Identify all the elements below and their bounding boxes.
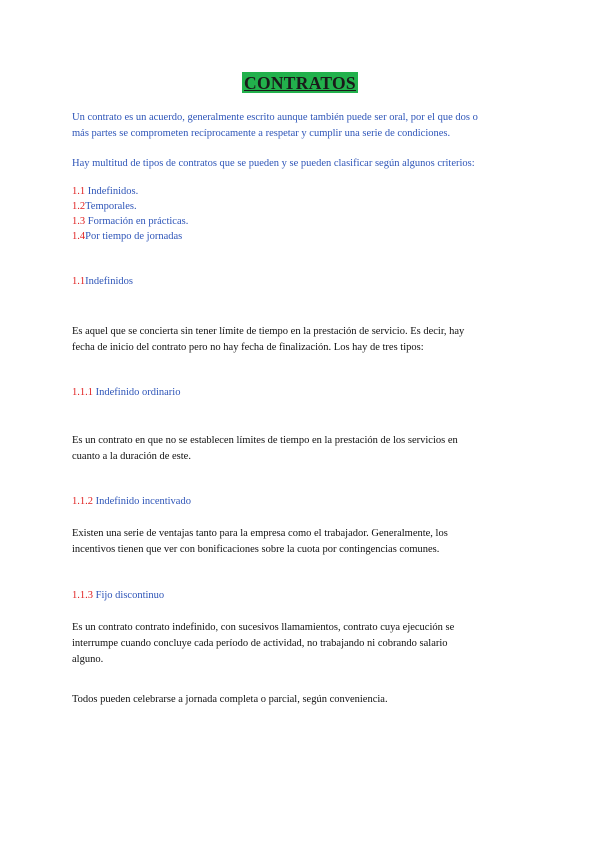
intro-paragraph [72, 110, 532, 142]
list-item-number: 1.1 [72, 186, 86, 197]
section-number: 1.1.2 [72, 496, 93, 507]
list-item-number: 1.2 [72, 201, 86, 212]
list-item-label: Formación en prácticas. [85, 216, 189, 227]
list-item [72, 184, 532, 199]
list-item-label: Indefinidos. [85, 186, 139, 197]
list-item [72, 214, 532, 229]
section-heading-indefinidos [72, 274, 532, 290]
types-intro-text: Hay multitud de tipos de contratos que se pueden y se pueden clasificar según algunos criterios: [72, 158, 475, 169]
document-title: CONTRATOS [244, 73, 356, 93]
list-item-label: Temporales. [85, 201, 137, 212]
intro-line-2: más partes se comprometen recíprocamente a respetar y cumplir una serie de condiciones. [72, 128, 451, 139]
section-body-incentivado [72, 526, 532, 558]
paragraph-line: alguno. [72, 654, 104, 665]
section-body-ordinario [72, 433, 532, 465]
paragraph-line: interrumpe cuando concluye cada período de actividad, no trabajando ni cobrando salario [72, 638, 448, 649]
section-number: 1.1 [72, 276, 86, 287]
list-item-number: 1.4 [72, 231, 86, 242]
list-item-number: 1.3 [72, 216, 86, 227]
paragraph-line: incentivos tienen que ver con bonificaciones sobre la cuota por contingencias comunes. [72, 544, 440, 555]
section-heading-ordinario [72, 385, 532, 401]
list-item [72, 229, 532, 244]
types-list [72, 184, 532, 244]
section-heading-text: Fijo discontinuo [93, 590, 165, 601]
closing-paragraph [72, 692, 532, 708]
section-heading-text: Indefinidos [85, 276, 133, 287]
intro-line-1: Un contrato es un acuerdo, generalmente escrito aunque también puede ser oral, por el que dos o [72, 112, 478, 123]
section-body-indefinidos [72, 324, 532, 356]
section-number: 1.1.3 [72, 590, 93, 601]
closing-text: Todos pueden celebrarse a jornada completa o parcial, según conveniencia. [72, 694, 388, 705]
section-heading-incentivado [72, 494, 532, 510]
list-item [72, 199, 532, 214]
section-body-fijo [72, 620, 532, 668]
paragraph-line: fecha de inicio del contrato pero no hay fecha de finalización. Los hay de tres tipos: [72, 342, 424, 353]
section-number: 1.1.1 [72, 387, 93, 398]
types-intro [72, 156, 532, 172]
section-heading-text: Indefinido ordinario [93, 387, 181, 398]
list-item-label: Por tiempo de jornadas [85, 231, 183, 242]
paragraph-line: Existen una serie de ventajas tanto para la empresa como el trabajador. Generalmente, los [72, 528, 448, 539]
title-wrapper [0, 72, 600, 95]
paragraph-line: cuanto a la duración de este. [72, 451, 191, 462]
paragraph-line: Es un contrato en que no se establecen límites de tiempo en la prestación de los servicios en [72, 435, 458, 446]
section-heading-text: Indefinido incentivado [93, 496, 191, 507]
section-heading-fijo [72, 588, 532, 604]
paragraph-line: Es aquel que se concierta sin tener límite de tiempo en la prestación de servicio. Es decir, hay [72, 326, 465, 337]
paragraph-line: Es un contrato contrato indefinido, con sucesivos llamamientos, contrato cuya ejecución se [72, 622, 455, 633]
